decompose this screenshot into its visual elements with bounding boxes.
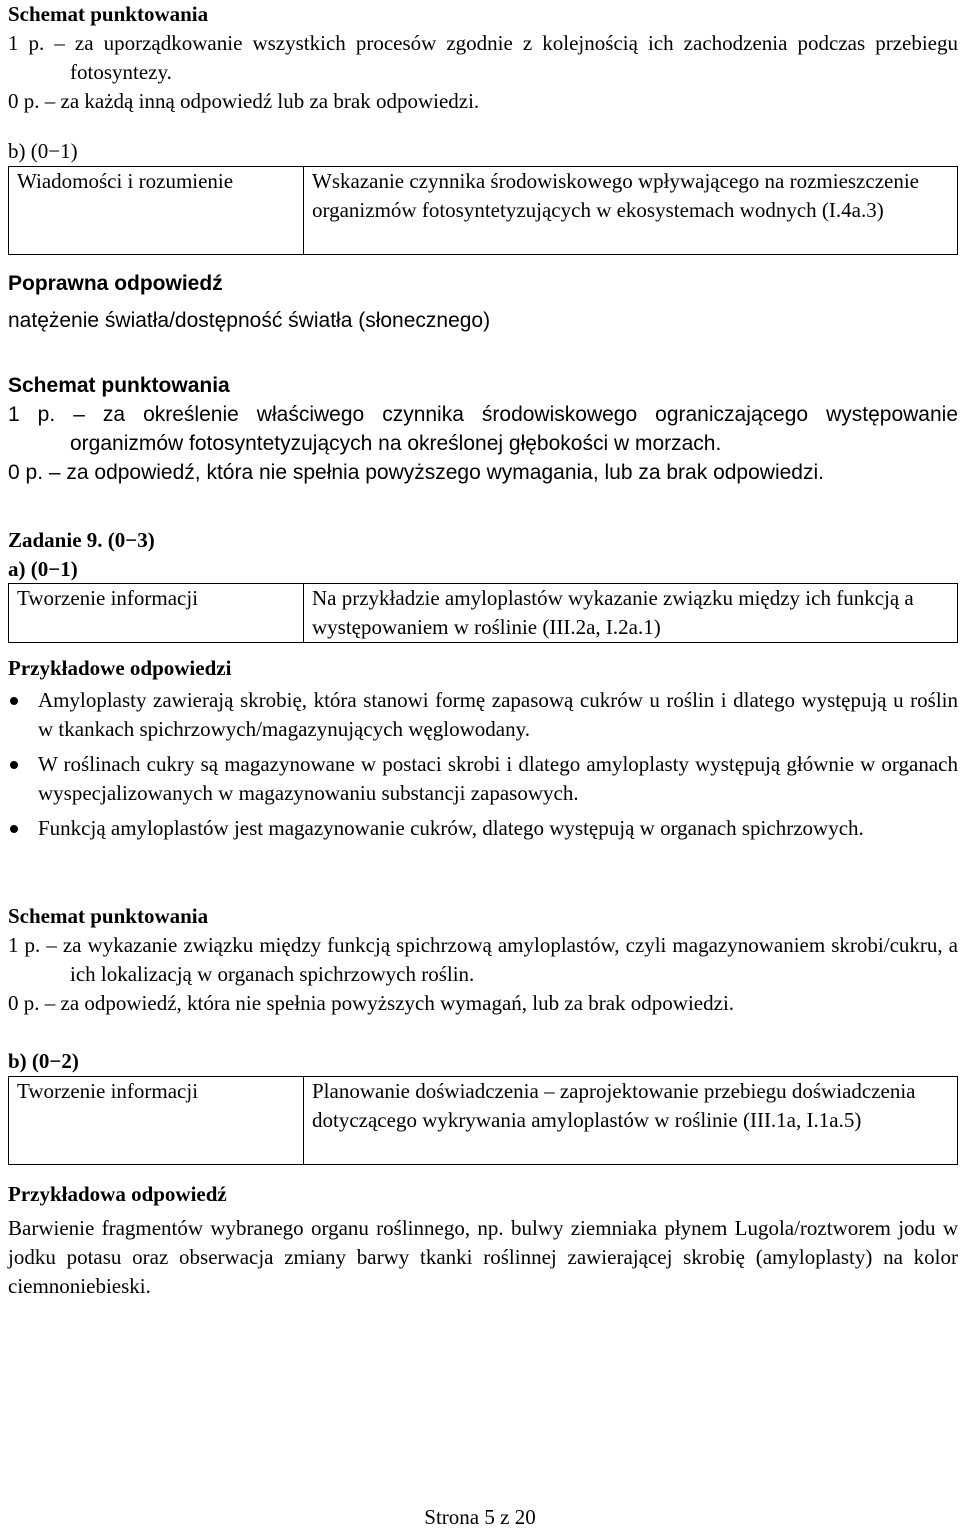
answer-text: Barwienie fragmentów wybranego organu roślinnego, np. bulwy ziemniaka płynem Lugola/roztworem jodu w jodku potasu oraz obserwacja zmiany barwy tkanki roślinnej zawierającej skrobię (amyloplasty) na kolor ciemnoniebieski. — [8, 1216, 958, 1298]
skill-text: Wiadomości i rozumienie — [17, 169, 234, 193]
task-9b-skill-table — [8, 1076, 958, 1165]
answer-text: natężenie światła/dostępność światła (słonecznego) — [8, 309, 491, 332]
skill-cell — [9, 584, 304, 643]
requirement-text: Wskazanie czynnika środowiskowego wpływającego na rozmieszczenie organizmów fotosyntetyzujących w ekosystemach wodnych (I.4a.3) — [312, 169, 920, 222]
example-answers-list — [8, 686, 958, 849]
task-b1-label: b) (0−1) — [8, 139, 78, 163]
bullet-icon — [10, 697, 18, 705]
skill-text: Tworzenie informacji — [17, 586, 199, 610]
answer-text: W roślinach cukry są magazynowane w postaci skrobi i dlatego amyloplasty występują głównie w organach wyspecjalizowanych w magazynowaniu substancji zapasowych. — [38, 752, 958, 805]
skill-cell — [9, 1077, 304, 1165]
requirement-text: Na przykładzie amyloplastów wykazanie związku między ich funkcją a występowaniem w roślinie (III.2a, I.2a.1) — [312, 586, 914, 639]
task-9a-scoring-block — [8, 902, 958, 1018]
answer-text: Amyloplasty zawierają skrobię, która stanowi formę zapasową cukrów u roślin i dlatego występują u roślin w tkankach spichrzowych/magazynujących węglowodany. — [38, 688, 958, 741]
requirement-cell — [304, 167, 958, 255]
task-b1-skill-table — [8, 166, 958, 255]
top-scoring-block — [8, 0, 958, 116]
list-item — [8, 686, 958, 744]
b1-scoring-block — [8, 371, 958, 487]
score-0-point: 0 p. – za odpowiedź, która nie spełnia powyższych wymagań, lub za brak odpowiedzi. — [8, 991, 735, 1015]
answer-heading: Przykładowa odpowiedź — [8, 1182, 227, 1206]
scoring-heading: Schemat punktowania — [8, 2, 209, 26]
scoring-heading: Schemat punktowania — [8, 374, 230, 397]
task-9b-label: b) (0−2) — [8, 1049, 79, 1073]
task-9a-skill-table — [8, 583, 958, 643]
skill-text: Tworzenie informacji — [17, 1079, 199, 1103]
scoring-heading: Schemat punktowania — [8, 904, 209, 928]
score-1-point: 1 p. – za uporządkowanie wszystkich procesów zgodnie z kolejnością ich zachodzenia podczas przebiegu fotosyntezy. — [8, 31, 958, 84]
answer-text: Funkcją amyloplastów jest magazynowanie cukrów, dlatego występują w organach spichrzowych. — [38, 816, 864, 840]
score-1-point: 1 p. – za wykazanie związku między funkcją spichrzową amyloplastów, czyli magazynowaniem skrobi/cukru, a ich lokalizacją w organach spichrzowych roślin. — [8, 933, 958, 986]
task-9a-label: a) (0−1) — [8, 557, 78, 581]
score-0-point: 0 p. – za każdą inną odpowiedź lub za brak odpowiedzi. — [8, 89, 480, 113]
answers-heading: Przykładowe odpowiedzi — [8, 656, 232, 680]
score-0-point: 0 p. – za odpowiedź, która nie spełnia powyższego wymagania, lub za brak odpowiedzi. — [8, 461, 824, 484]
requirement-cell — [304, 1077, 958, 1165]
requirement-cell — [304, 584, 958, 643]
page-number: Strona 5 z 20 — [424, 1505, 536, 1529]
bullet-icon — [10, 761, 18, 769]
requirement-text: Planowanie doświadczenia – zaprojektowanie przebiegu doświadczenia dotyczącego wykrywania amyloplastów w roślinie (III.1a, I.1a.5) — [312, 1079, 916, 1132]
list-item — [8, 814, 958, 843]
skill-cell — [9, 167, 304, 255]
list-item — [8, 750, 958, 808]
task-9-title: Zadanie 9. (0−3) — [8, 528, 155, 552]
score-1-point: 1 p. – za określenie właściwego czynnika środowiskowego ograniczającego występowanie organizmów fotosyntetyzujących na określonej głębokości w morzach. — [8, 403, 958, 455]
answer-heading: Poprawna odpowiedź — [8, 272, 223, 295]
bullet-icon — [10, 825, 18, 833]
